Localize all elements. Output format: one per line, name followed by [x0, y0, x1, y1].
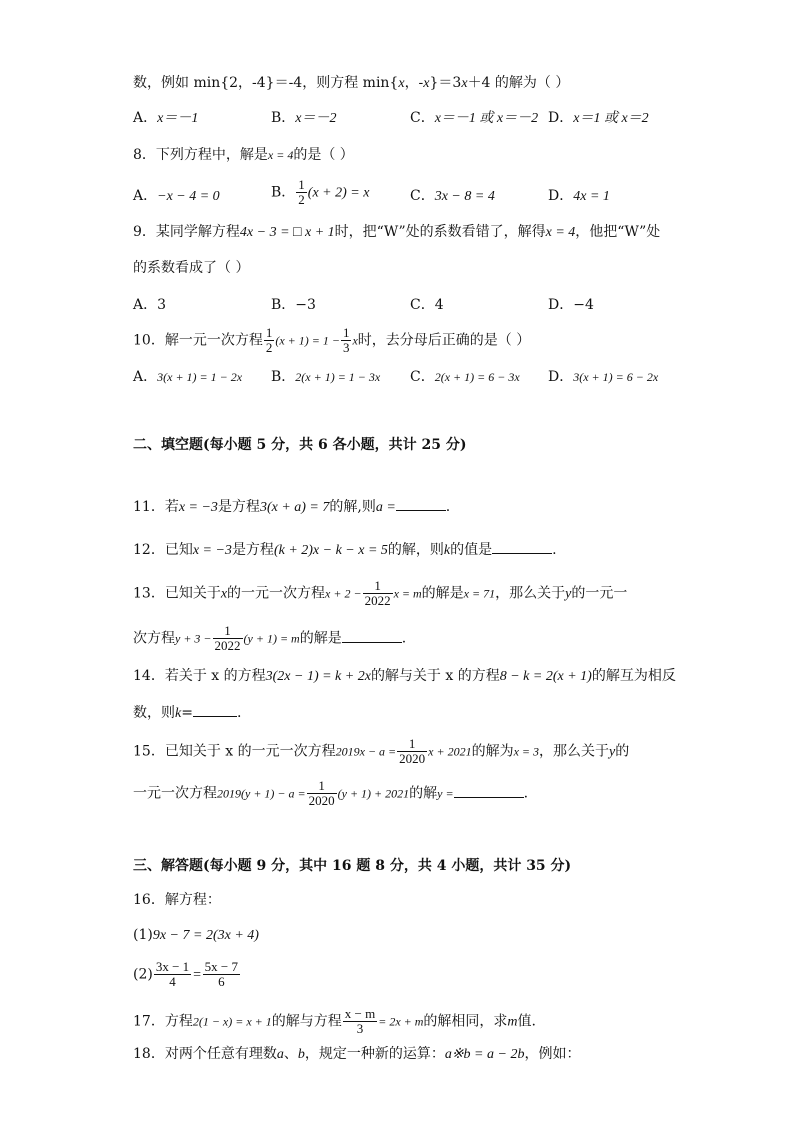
q7-text: 数，例如 min{2，-4}＝-4，则方程 min{x，-x}＝3x＋4 的解为（ ） [133, 75, 570, 91]
fraction: $\frac{1}{2020}$ [308, 778, 335, 808]
q7-option-c[interactable]: C．x＝－1 或 x＝－2 [410, 110, 539, 126]
q8-option-d[interactable]: D．4x = 1 [548, 188, 610, 204]
answer-blank[interactable] [193, 702, 237, 717]
q9-text-line2: 的系数看成了（ ） [133, 260, 250, 276]
fraction: $\frac{x - m}{3}$ [344, 1006, 376, 1036]
q16-part-1: (1)9x − 7 = 2(3x + 4) [133, 927, 259, 943]
q16-text: 16．解方程： [133, 892, 221, 908]
q9-option-c[interactable]: C．4 [410, 297, 444, 313]
fraction: $\frac{1}{3}$ [342, 325, 350, 355]
q14-text-line2: 数，则k= . [133, 702, 241, 724]
q10-text: 10．解一元一次方程 $\frac{1}{2}$ (x + 1) = 1 − $\frac{1}{3}$ x时，去分母后正确的是（ ） [133, 325, 531, 355]
q10-option-a[interactable]: A．3(x + 1) = 1 − 2x [133, 369, 243, 385]
fraction: $\frac{1}{2020}$ [399, 736, 426, 766]
q10-option-d[interactable]: D．3(x + 1) = 6 − 2x [548, 369, 659, 385]
fraction: $\frac{1}{2}$ [298, 177, 305, 207]
section-3-heading: 三、解答题(每小题 9 分，其中 16 题 8 分，共 4 小题，共计 35 分) [133, 858, 572, 874]
q8-text: 8．下列方程中，解是x = 4的是（ ） [133, 147, 354, 163]
q8-option-a[interactable]: A．−x − 4 = 0 [133, 188, 220, 204]
fraction: $\frac{1}{2022}$ [364, 578, 391, 608]
fraction: $\frac{3x - 1}{4}$ [155, 959, 190, 989]
q7-option-d[interactable]: D．x＝1 或 x＝2 [548, 110, 649, 126]
section-2-heading: 二、填空题(每小题 5 分，共 6 各小题，共计 25 分) [133, 437, 467, 453]
q15-text: 15．已知关于 x 的一元一次方程2019x − a = $\frac{1}{2020}$ x + 2021的解为x = 3，那么关于y的 [133, 736, 630, 766]
fraction: $\frac{5x - 7}{6}$ [204, 959, 238, 989]
fraction: $\frac{1}{2}$ [265, 325, 273, 355]
q9-text: 9．某同学解方程4x − 3 = □ x + 1时，把“W”处的系数看错了，解得x = 4，他把“W”处 [133, 224, 661, 240]
fraction: $\frac{1}{2022}$ [214, 623, 241, 653]
q7-option-a[interactable]: A．x＝－1 [133, 110, 199, 126]
q17-text: 17．方程2(1 − x) = x + 1的解与方程 $\frac{x - m}{3}$ = 2x + m的解相同，求m值. [133, 1006, 536, 1036]
q7-option-b[interactable]: B．x＝－2 [271, 110, 337, 126]
q13-text: 13．已知关于x的一元一次方程x + 2 − $\frac{1}{2022}$ x = m的解是x = 71，那么关于y的一元一 [133, 578, 628, 608]
q8-option-c[interactable]: C．3x − 8 = 4 [410, 188, 495, 204]
q11-text: 11．若x = −3是方程3(x + a) = 7的解,则a = . [133, 496, 450, 518]
answer-blank[interactable] [492, 539, 552, 554]
q10-option-c[interactable]: C．2(x + 1) = 6 − 3x [410, 369, 520, 385]
q18-text: 18．对两个任意有理数a、b，规定一种新的运算：a※b = a − 2b，例如： [133, 1046, 581, 1062]
q9-option-a[interactable]: A．3 [133, 297, 167, 313]
q16-part-2: (2) $\frac{3x - 1}{4}$ = $\frac{5x - 7}{6}$ [133, 959, 238, 989]
q12-text: 12．已知x = −3是方程(k + 2)x − k − x = 5的解，则k的值是 . [133, 539, 557, 561]
q9-option-b[interactable]: B．−3 [271, 297, 316, 313]
q8-option-b[interactable]: B． $\frac{1}{2}$ (x + 2) = x [271, 177, 370, 207]
answer-blank[interactable] [454, 783, 524, 798]
answer-blank[interactable] [396, 496, 446, 511]
q15-text-line2: 一元一次方程2019(y + 1) − a = $\frac{1}{2020}$ (y + 1) + 2021的解y = . [133, 778, 529, 808]
answer-blank[interactable] [342, 628, 402, 643]
q9-option-d[interactable]: D．−4 [548, 297, 594, 313]
q10-option-b[interactable]: B．2(x + 1) = 1 − 3x [271, 369, 381, 385]
q13-text-line2: 次方程y + 3 − $\frac{1}{2022}$ (y + 1) = m的解是 . [133, 623, 407, 653]
q14-text: 14．若关于 x 的方程3(2x − 1) = k + 2x的解与关于 x 的方程8 − k = 2(x + 1)的解互为相反 [133, 668, 676, 684]
